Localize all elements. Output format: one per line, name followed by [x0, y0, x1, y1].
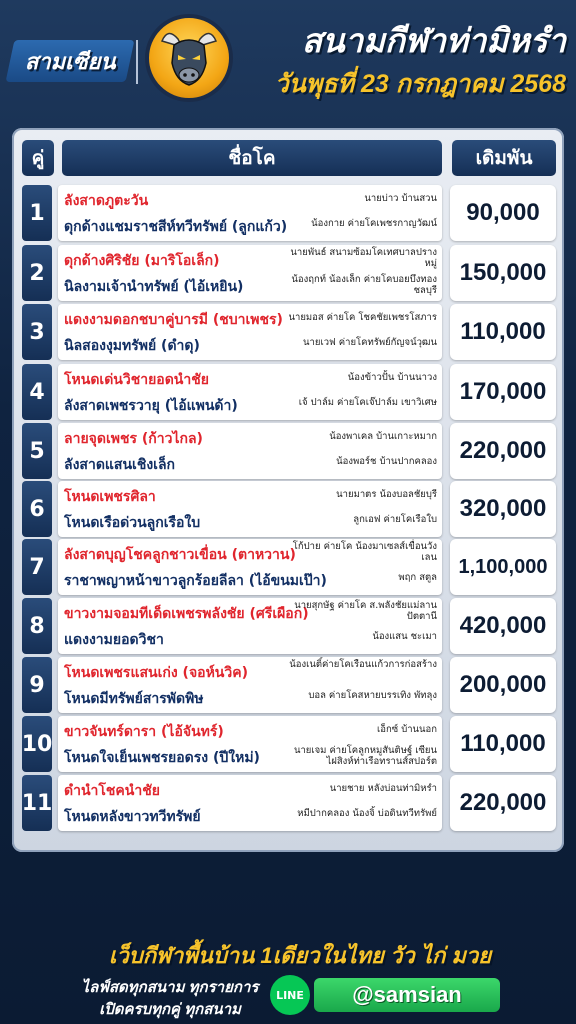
- red-corner-bull: ลังสาดภูตะวัน: [64, 193, 149, 209]
- table-row: [22, 657, 556, 713]
- red-corner-owner: เอ็กซ์ บ้านนอก: [377, 724, 437, 735]
- blue-corner-bull: นิลงามเจ้านำทรัพย์ (ไอ้เหยิน): [64, 279, 244, 295]
- line-app-icon[interactable]: LINE: [270, 975, 310, 1015]
- blue-corner-owner: พฤก สตูล: [398, 572, 437, 583]
- bet-amount: 420,000: [450, 598, 556, 654]
- table-row: [22, 423, 556, 479]
- bet-amount: 110,000: [450, 304, 556, 360]
- footer-open-text: เปิดครบทุกคู่ ทุกสนาม: [99, 1001, 241, 1018]
- bet-amount: 220,000: [450, 775, 556, 831]
- match-number: 10: [22, 716, 52, 772]
- table-row: [22, 364, 556, 420]
- matchup-cell: [58, 481, 442, 537]
- red-corner-bull: ดำนำโชคนำชัย: [64, 783, 160, 799]
- blue-corner-bull: ลังสาดแสนเชิงเล็ก: [64, 457, 176, 473]
- blue-corner-bull: ดุกด้างแชมราชสีห์ทวีทรัพย์ (ลูกแก้ว): [64, 219, 288, 235]
- matchup-cell: [58, 185, 442, 241]
- blue-corner-owner: หมีปากคลอง น้องจิ้ บ่อดินทวีทรัพย์: [297, 808, 437, 819]
- bet-amount: 220,000: [450, 423, 556, 479]
- brand-logo: [6, 40, 135, 82]
- red-corner-bull: แดงงามดอกชบาคู่บารมี (ชบาเพชร): [64, 312, 283, 328]
- blue-corner-bull: โหนดหลังขาวทวีทรัพย์: [64, 809, 201, 825]
- blue-corner-owner: นายเวฟ ค่ายโคทรัพย์กัญจน์วุฒน: [303, 337, 437, 348]
- bet-amount: 90,000: [450, 185, 556, 241]
- blue-corner-owner: ลูกเอฟ ค่ายโคเรือใบ: [353, 514, 437, 525]
- bet-amount: 200,000: [450, 657, 556, 713]
- matchup-cell: [58, 539, 442, 595]
- blue-corner-bull: ราชาพญาหน้าขาวลูกร้อยลีลา (ไอ้ขนมเป๊า): [64, 573, 327, 589]
- matchup-cell: [58, 423, 442, 479]
- match-number: 9: [22, 657, 52, 713]
- red-corner-owner: นายพันธ์ สนามซ้อมโคเทศบาลปรางหมู่: [290, 247, 437, 269]
- match-number: 8: [22, 598, 52, 654]
- match-number: 1: [22, 185, 52, 241]
- red-corner-bull: โหนดเพชรศิลา: [64, 489, 156, 505]
- blue-corner-owner: น้องกาย ค่ายโคเพชรกาญวัฒน์: [311, 218, 437, 229]
- bet-amount: 150,000: [450, 245, 556, 301]
- table-row: [22, 185, 556, 241]
- red-corner-bull: ขาวจันทร์ดารา (ไอ้จันทร์): [64, 724, 224, 740]
- matchup-cell: [58, 364, 442, 420]
- table-row: [22, 775, 556, 831]
- match-number: 2: [22, 245, 52, 301]
- blue-corner-owner: น้องแสน ชะเมา: [372, 631, 437, 642]
- red-corner-owner: นายสุกษัฐ ค่ายโค ส.พลังชัยแม่ลานปัตตานี: [294, 600, 437, 622]
- table-row: [22, 716, 556, 772]
- blue-corner-bull: โหนดใจเย็นเพชรยอดรง (ปีใหม่): [64, 750, 260, 766]
- table-row: [22, 245, 556, 301]
- blue-corner-owner: น้องพอร์ช บ้านปากคลอง: [336, 456, 437, 467]
- red-corner-owner: น้องข้าวปั้น บ้านนาวง: [347, 372, 437, 383]
- column-header-name: ชื่อโค: [62, 140, 442, 176]
- page-title: สนามกีฬาท่ามิหรำ: [301, 22, 566, 59]
- blue-corner-bull: นิลสองงุมทรัพย์ (ดำดุ): [64, 338, 200, 354]
- match-number: 7: [22, 539, 52, 595]
- bet-amount: 170,000: [450, 364, 556, 420]
- matchup-cell: [58, 304, 442, 360]
- red-corner-bull: ลายจุดเพชร (ก้าวไกล): [64, 431, 203, 447]
- matchup-cell: [58, 657, 442, 713]
- red-corner-bull: ขาวงามจอมทีเด็ดเพชรพลังชัย (ศรีเผือก): [64, 606, 309, 622]
- line-id-button[interactable]: @samsian: [314, 978, 500, 1012]
- matchup-cell: [58, 245, 442, 301]
- red-corner-owner: โก้ปาย ค่ายโค น้องมาเซลส์เขื่อนวังเลน: [292, 541, 437, 563]
- blue-corner-bull: โหนดมีทรัพย์สารพัดพิษ: [64, 691, 204, 707]
- column-header-no: คู่: [22, 140, 54, 176]
- blue-corner-owner: น้องฤกท์ น้องเล็ก ค่ายโคบอยบึงทองชลบุรี: [291, 274, 437, 296]
- footer-live-text: ไลฟ์สดทุกสนาม ทุกรายการ: [81, 979, 259, 996]
- matchup-cell: [58, 598, 442, 654]
- table-row: [22, 539, 556, 595]
- table-row: [22, 598, 556, 654]
- red-corner-owner: นายมอส ค่ายโค โชคชัยเพชรโสภาร: [288, 312, 437, 323]
- red-corner-owner: นายบ่าว บ้านสวน: [364, 193, 437, 204]
- blue-corner-bull: โหนดเรือด่วนลูกเรือใบ: [64, 515, 201, 531]
- red-corner-bull: โหนดเด่นวิชายอดนำชัย: [64, 372, 209, 388]
- red-corner-owner: น้องเนติ์ค่ายโคเรือนแก้วการก่อสร้าง: [289, 659, 437, 670]
- match-number: 5: [22, 423, 52, 479]
- brand-name: สามเซียน: [24, 48, 116, 74]
- matchup-cell: [58, 775, 442, 831]
- red-corner-owner: น้องพาเคล บ้านเกาะหมาก: [329, 431, 437, 442]
- brand-divider: [136, 40, 138, 84]
- match-number: 4: [22, 364, 52, 420]
- red-corner-owner: นายมาตร น้องบอลชัยบุรี: [336, 489, 437, 500]
- blue-corner-owner: เจ้ ปาล์ม ค่ายโคเจ๊ปาล์ม เขาวิเศษ: [298, 397, 437, 408]
- match-number: 3: [22, 304, 52, 360]
- table-row: [22, 481, 556, 537]
- bet-amount: 320,000: [450, 481, 556, 537]
- header: [0, 0, 576, 118]
- blue-corner-bull: แดงงามยอดวิชา: [64, 632, 164, 648]
- event-date: วันพุธที่ 23 กรกฎาคม 2568: [274, 70, 566, 98]
- match-number: 6: [22, 481, 52, 537]
- matchup-cell: [58, 716, 442, 772]
- red-corner-bull: ลังสาดบุญโชคลูกชาวเขื่อน (ตาหวาน): [64, 547, 296, 563]
- bet-amount: 110,000: [450, 716, 556, 772]
- blue-corner-owner: บอล ค่ายโคสหายบรรเทิง พัทลุง: [308, 690, 437, 701]
- blue-corner-bull: ลังสาดเพชรวายุ (ไอ้แพนด้า): [64, 398, 238, 414]
- blue-corner-owner: นายเจม ค่ายโคลูกหมูสันติษฐ์ เซียนไฝสิงห์ท่าเรือทรานส์สปอร์ต: [293, 745, 437, 767]
- table-row: [22, 304, 556, 360]
- column-header-bet: เดิมพัน: [452, 140, 556, 176]
- bet-amount: 1,100,000: [450, 539, 556, 595]
- footer-tagline: เว็บกีฬาพื้นบ้าน 1เดียวในไทย วัว ไก่ มวย: [108, 943, 492, 968]
- match-number: 11: [22, 775, 52, 831]
- bull-logo-icon: [145, 14, 233, 102]
- red-corner-owner: นายชาย หลังบ่อนท่ามิหรำ: [329, 783, 437, 794]
- red-corner-bull: โหนดเพชรแสนเก่ง (จอห์นวิค): [64, 665, 248, 681]
- red-corner-bull: ดุกด้างศิริชัย (มาริโอเล็ก): [64, 253, 220, 269]
